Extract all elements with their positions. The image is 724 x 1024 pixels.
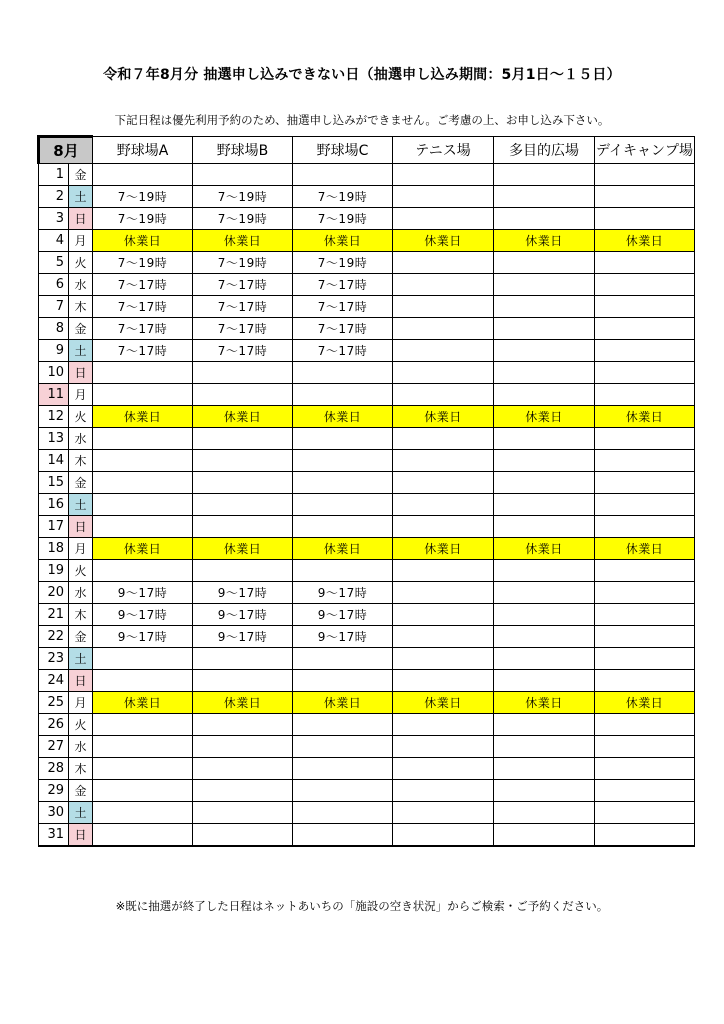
- availability-cell: [595, 670, 695, 692]
- weekday-cell: 日: [69, 208, 93, 230]
- facility-header: 野球場C: [293, 137, 393, 164]
- day-number: 23: [39, 648, 69, 670]
- availability-cell: 7～17時: [193, 340, 293, 362]
- availability-cell: [193, 670, 293, 692]
- month-label: 8月: [39, 137, 93, 164]
- table-row: [39, 692, 695, 714]
- availability-cell: [494, 186, 595, 208]
- closed-day-cell: 休業日: [93, 538, 193, 560]
- availability-cell: 7～17時: [93, 296, 193, 318]
- day-number: 2: [39, 186, 69, 208]
- day-number: 20: [39, 582, 69, 604]
- day-number: 7: [39, 296, 69, 318]
- availability-cell: [93, 362, 193, 384]
- availability-cell: [293, 164, 393, 186]
- availability-cell: [595, 340, 695, 362]
- day-number: 13: [39, 428, 69, 450]
- closed-day-cell: 休業日: [193, 406, 293, 428]
- weekday-cell: 土: [69, 186, 93, 208]
- availability-cell: [293, 560, 393, 582]
- weekday-cell: 水: [69, 428, 93, 450]
- table-row: [39, 670, 695, 692]
- availability-cell: [595, 208, 695, 230]
- availability-cell: [494, 296, 595, 318]
- availability-cell: [93, 450, 193, 472]
- weekday-cell: 水: [69, 736, 93, 758]
- table-row: [39, 648, 695, 670]
- weekday-cell: 水: [69, 274, 93, 296]
- day-number: 16: [39, 494, 69, 516]
- day-number: 29: [39, 780, 69, 802]
- availability-cell: [193, 560, 293, 582]
- closed-day-cell: 休業日: [595, 538, 695, 560]
- availability-cell: [494, 802, 595, 824]
- availability-cell: [393, 472, 494, 494]
- availability-cell: [595, 274, 695, 296]
- closed-day-cell: 休業日: [93, 406, 193, 428]
- availability-cell: [193, 450, 293, 472]
- availability-cell: [494, 274, 595, 296]
- availability-cell: [293, 758, 393, 780]
- weekday-cell: 日: [69, 362, 93, 384]
- table-row: [39, 824, 695, 847]
- availability-cell: [393, 208, 494, 230]
- availability-cell: [193, 494, 293, 516]
- availability-cell: [293, 736, 393, 758]
- weekday-cell: 日: [69, 670, 93, 692]
- availability-cell: [595, 428, 695, 450]
- availability-cell: [93, 472, 193, 494]
- availability-cell: [595, 604, 695, 626]
- table-row: [39, 230, 695, 252]
- availability-cell: [93, 758, 193, 780]
- table-row: [39, 186, 695, 208]
- weekday-cell: 月: [69, 230, 93, 252]
- availability-cell: [494, 340, 595, 362]
- availability-cell: [494, 648, 595, 670]
- availability-cell: [93, 516, 193, 538]
- availability-cell: 9～17時: [293, 604, 393, 626]
- availability-cell: [595, 736, 695, 758]
- day-number: 8: [39, 318, 69, 340]
- availability-cell: [393, 318, 494, 340]
- schedule-table: [37, 135, 695, 847]
- weekday-cell: 月: [69, 692, 93, 714]
- weekday-cell: 土: [69, 648, 93, 670]
- weekday-cell: 木: [69, 450, 93, 472]
- weekday-cell: 日: [69, 824, 93, 847]
- closed-day-cell: 休業日: [494, 538, 595, 560]
- availability-cell: [93, 164, 193, 186]
- availability-cell: 7～19時: [93, 252, 193, 274]
- availability-cell: [293, 670, 393, 692]
- availability-cell: [494, 604, 595, 626]
- availability-cell: [494, 516, 595, 538]
- availability-cell: [193, 802, 293, 824]
- closed-day-cell: 休業日: [93, 692, 193, 714]
- availability-cell: [393, 186, 494, 208]
- availability-cell: [393, 802, 494, 824]
- closed-day-cell: 休業日: [393, 230, 494, 252]
- day-number: 5: [39, 252, 69, 274]
- closed-day-cell: 休業日: [393, 406, 494, 428]
- closed-day-cell: 休業日: [193, 692, 293, 714]
- availability-cell: [293, 824, 393, 847]
- availability-cell: 9～17時: [93, 582, 193, 604]
- header-row: [39, 137, 695, 164]
- table-row: [39, 362, 695, 384]
- availability-cell: 7～17時: [293, 296, 393, 318]
- availability-cell: [494, 362, 595, 384]
- availability-cell: [595, 472, 695, 494]
- day-number: 18: [39, 538, 69, 560]
- availability-cell: [93, 802, 193, 824]
- availability-cell: [93, 494, 193, 516]
- closed-day-cell: 休業日: [494, 230, 595, 252]
- table-row: [39, 538, 695, 560]
- table-row: [39, 428, 695, 450]
- availability-cell: 9～17時: [293, 626, 393, 648]
- closed-day-cell: 休業日: [293, 406, 393, 428]
- availability-cell: 7～17時: [293, 340, 393, 362]
- availability-cell: [193, 736, 293, 758]
- availability-cell: 7～17時: [293, 318, 393, 340]
- availability-cell: 7～17時: [193, 274, 293, 296]
- availability-cell: [595, 626, 695, 648]
- availability-cell: 7～17時: [93, 274, 193, 296]
- availability-cell: [293, 780, 393, 802]
- weekday-cell: 金: [69, 626, 93, 648]
- closed-day-cell: 休業日: [293, 538, 393, 560]
- table-row: [39, 252, 695, 274]
- closed-day-cell: 休業日: [393, 538, 494, 560]
- availability-cell: [393, 252, 494, 274]
- table-row: [39, 274, 695, 296]
- closed-day-cell: 休業日: [193, 230, 293, 252]
- closed-day-cell: 休業日: [595, 406, 695, 428]
- availability-cell: [193, 164, 293, 186]
- availability-cell: [595, 516, 695, 538]
- availability-cell: [293, 450, 393, 472]
- closed-day-cell: 休業日: [93, 230, 193, 252]
- availability-cell: [393, 780, 494, 802]
- weekday-cell: 金: [69, 472, 93, 494]
- closed-day-cell: 休業日: [393, 692, 494, 714]
- availability-cell: [494, 560, 595, 582]
- availability-cell: 7～19時: [293, 252, 393, 274]
- availability-cell: [393, 450, 494, 472]
- day-number: 19: [39, 560, 69, 582]
- availability-cell: [393, 494, 494, 516]
- table-row: [39, 296, 695, 318]
- availability-cell: [193, 428, 293, 450]
- weekday-cell: 土: [69, 802, 93, 824]
- day-number: 15: [39, 472, 69, 494]
- table-row: [39, 384, 695, 406]
- availability-cell: [494, 318, 595, 340]
- weekday-cell: 木: [69, 758, 93, 780]
- availability-cell: [393, 714, 494, 736]
- table-row: [39, 714, 695, 736]
- availability-cell: [393, 560, 494, 582]
- table-row: [39, 318, 695, 340]
- availability-cell: [193, 472, 293, 494]
- closed-day-cell: 休業日: [293, 230, 393, 252]
- availability-cell: [595, 824, 695, 847]
- day-number: 26: [39, 714, 69, 736]
- availability-cell: [494, 164, 595, 186]
- availability-cell: [393, 736, 494, 758]
- availability-cell: [193, 648, 293, 670]
- table-row: [39, 164, 695, 186]
- day-number: 6: [39, 274, 69, 296]
- weekday-cell: 火: [69, 714, 93, 736]
- day-number: 14: [39, 450, 69, 472]
- availability-cell: 9～17時: [93, 626, 193, 648]
- day-number: 30: [39, 802, 69, 824]
- availability-cell: [595, 780, 695, 802]
- facility-header: デイキャンプ場: [595, 137, 695, 164]
- availability-cell: [494, 450, 595, 472]
- availability-cell: [193, 758, 293, 780]
- availability-cell: [293, 428, 393, 450]
- availability-cell: [93, 648, 193, 670]
- availability-cell: [393, 648, 494, 670]
- availability-cell: [293, 714, 393, 736]
- availability-cell: 9～17時: [93, 604, 193, 626]
- availability-cell: [193, 516, 293, 538]
- availability-cell: [393, 824, 494, 847]
- availability-cell: [293, 362, 393, 384]
- availability-cell: [494, 736, 595, 758]
- availability-cell: [193, 384, 293, 406]
- day-number: 11: [39, 384, 69, 406]
- availability-cell: 7～19時: [293, 186, 393, 208]
- availability-cell: [393, 604, 494, 626]
- page-title: 令和７年8月分 抽選申し込みできない日（抽選申し込み期間：5月1日～１５日）: [103, 67, 621, 83]
- availability-cell: [393, 516, 494, 538]
- day-number: 25: [39, 692, 69, 714]
- availability-cell: [293, 384, 393, 406]
- availability-cell: [595, 758, 695, 780]
- table-row: [39, 802, 695, 824]
- availability-cell: [595, 296, 695, 318]
- availability-cell: [595, 164, 695, 186]
- availability-cell: [93, 714, 193, 736]
- availability-cell: [494, 472, 595, 494]
- availability-cell: [595, 450, 695, 472]
- day-number: 22: [39, 626, 69, 648]
- availability-cell: 7～17時: [93, 318, 193, 340]
- availability-cell: [494, 670, 595, 692]
- weekday-cell: 月: [69, 384, 93, 406]
- table-row: [39, 604, 695, 626]
- availability-cell: [293, 472, 393, 494]
- availability-cell: 7～17時: [293, 274, 393, 296]
- availability-cell: [494, 384, 595, 406]
- facility-header: テニス場: [393, 137, 494, 164]
- closed-day-cell: 休業日: [595, 692, 695, 714]
- day-number: 1: [39, 164, 69, 186]
- availability-cell: [393, 384, 494, 406]
- weekday-cell: 火: [69, 252, 93, 274]
- weekday-cell: 木: [69, 604, 93, 626]
- day-number: 27: [39, 736, 69, 758]
- availability-cell: [494, 428, 595, 450]
- availability-cell: 7～19時: [93, 186, 193, 208]
- facility-header: 野球場B: [193, 137, 293, 164]
- table-row: [39, 758, 695, 780]
- day-number: 28: [39, 758, 69, 780]
- weekday-cell: 土: [69, 340, 93, 362]
- availability-cell: 7～19時: [293, 208, 393, 230]
- availability-cell: [393, 296, 494, 318]
- table-row: [39, 626, 695, 648]
- availability-cell: [595, 582, 695, 604]
- availability-cell: 7～19時: [93, 208, 193, 230]
- table-row: [39, 208, 695, 230]
- availability-cell: [393, 582, 494, 604]
- availability-cell: [494, 626, 595, 648]
- weekday-cell: 木: [69, 296, 93, 318]
- table-row: [39, 472, 695, 494]
- availability-cell: [293, 802, 393, 824]
- availability-cell: [494, 582, 595, 604]
- availability-cell: [393, 362, 494, 384]
- availability-cell: 7～17時: [93, 340, 193, 362]
- availability-cell: [595, 714, 695, 736]
- day-number: 24: [39, 670, 69, 692]
- day-number: 12: [39, 406, 69, 428]
- closed-day-cell: 休業日: [193, 538, 293, 560]
- table-row: [39, 450, 695, 472]
- availability-cell: [193, 362, 293, 384]
- notice-text: 下記日程は優先利用予約のため、抽選申し込みができません。ご考慮の上、お申し込み下さい。: [114, 113, 610, 127]
- weekday-cell: 土: [69, 494, 93, 516]
- availability-cell: [93, 560, 193, 582]
- weekday-cell: 金: [69, 780, 93, 802]
- availability-cell: [393, 670, 494, 692]
- availability-cell: [393, 758, 494, 780]
- availability-cell: 7～19時: [193, 252, 293, 274]
- availability-cell: [494, 208, 595, 230]
- availability-cell: [494, 824, 595, 847]
- availability-cell: [595, 362, 695, 384]
- day-number: 3: [39, 208, 69, 230]
- closed-day-cell: 休業日: [293, 692, 393, 714]
- availability-cell: 9～17時: [193, 582, 293, 604]
- day-number: 21: [39, 604, 69, 626]
- availability-cell: [393, 340, 494, 362]
- availability-cell: 7～17時: [193, 296, 293, 318]
- availability-cell: [93, 428, 193, 450]
- availability-cell: [595, 648, 695, 670]
- availability-cell: [193, 714, 293, 736]
- day-number: 17: [39, 516, 69, 538]
- table-row: [39, 582, 695, 604]
- availability-cell: [393, 164, 494, 186]
- availability-cell: [93, 670, 193, 692]
- weekday-cell: 月: [69, 538, 93, 560]
- availability-cell: [393, 274, 494, 296]
- closed-day-cell: 休業日: [595, 230, 695, 252]
- availability-cell: [595, 384, 695, 406]
- facility-header: 多目的広場: [494, 137, 595, 164]
- availability-cell: [93, 736, 193, 758]
- availability-cell: [595, 318, 695, 340]
- weekday-cell: 火: [69, 406, 93, 428]
- availability-cell: 7～17時: [193, 318, 293, 340]
- weekday-cell: 火: [69, 560, 93, 582]
- availability-cell: [595, 494, 695, 516]
- availability-cell: [293, 516, 393, 538]
- availability-cell: 9～17時: [193, 626, 293, 648]
- availability-cell: [93, 780, 193, 802]
- availability-cell: [595, 802, 695, 824]
- table-row: [39, 494, 695, 516]
- schedule-body: [39, 164, 695, 847]
- facility-header: 野球場A: [93, 137, 193, 164]
- table-row: [39, 780, 695, 802]
- weekday-cell: 日: [69, 516, 93, 538]
- availability-cell: [293, 494, 393, 516]
- table-row: [39, 340, 695, 362]
- availability-cell: 9～17時: [293, 582, 393, 604]
- availability-cell: [595, 252, 695, 274]
- closed-day-cell: 休業日: [494, 406, 595, 428]
- weekday-cell: 金: [69, 318, 93, 340]
- closed-day-cell: 休業日: [494, 692, 595, 714]
- availability-cell: [494, 780, 595, 802]
- table-row: [39, 516, 695, 538]
- availability-cell: [595, 186, 695, 208]
- day-number: 10: [39, 362, 69, 384]
- availability-cell: [93, 384, 193, 406]
- table-row: [39, 736, 695, 758]
- availability-cell: [494, 758, 595, 780]
- availability-cell: [494, 252, 595, 274]
- availability-cell: [293, 648, 393, 670]
- footer-note: ※既に抽選が終了した日程はネットあいちの「施設の空き状況」からご検索・ご予約ください。: [115, 899, 609, 913]
- availability-cell: [193, 824, 293, 847]
- day-number: 9: [39, 340, 69, 362]
- availability-cell: [193, 780, 293, 802]
- weekday-cell: 水: [69, 582, 93, 604]
- table-row: [39, 406, 695, 428]
- day-number: 31: [39, 824, 69, 847]
- day-number: 4: [39, 230, 69, 252]
- weekday-cell: 金: [69, 164, 93, 186]
- availability-cell: 7～19時: [193, 186, 293, 208]
- availability-cell: [494, 494, 595, 516]
- availability-cell: 9～17時: [193, 604, 293, 626]
- availability-cell: [494, 714, 595, 736]
- availability-cell: [93, 824, 193, 847]
- availability-cell: [393, 626, 494, 648]
- availability-cell: [393, 428, 494, 450]
- availability-cell: 7～19時: [193, 208, 293, 230]
- availability-cell: [595, 560, 695, 582]
- table-row: [39, 560, 695, 582]
